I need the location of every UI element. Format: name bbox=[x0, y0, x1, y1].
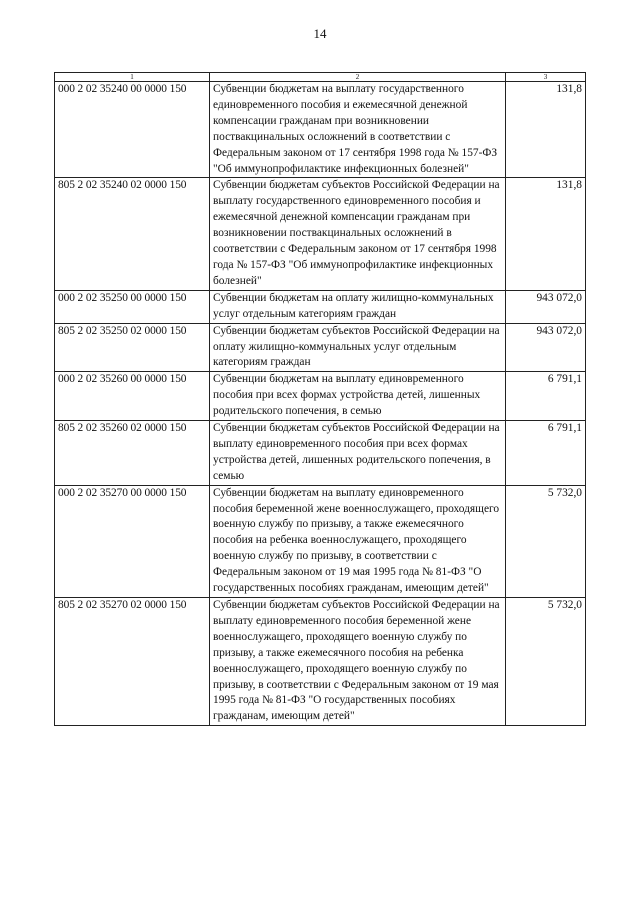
budget-item-name: Субвенции бюджетам субъектов Российской Федерации на выплату единовременного пособия беременной жене военнослужащего, проходящего военную службу по призыву, а также ежемесячного пособия на ребенка военнослужащего, проходящего военную службу по призыву, в соответствии с Федеральным законом от 19 мая 1995 года № 81-ФЗ "О государственных пособиях гражданам, имеющим детей" bbox=[210, 598, 506, 726]
budget-amount: 131,8 bbox=[506, 178, 586, 290]
budget-item-name: Субвенции бюджетам субъектов Российской Федерации на выплату государственного единовременного пособия и ежемесячной денежной компенсации гражданам при возникновении поствакцинальных осложнений в соответствии с Федеральным законом от 17 сентября 1998 года № 157-ФЗ "Об иммунопрофилактике инфекционных болезней" bbox=[210, 178, 506, 290]
page-number: 14 bbox=[313, 26, 327, 41]
table-row bbox=[55, 290, 586, 323]
budget-item-name: Субвенции бюджетам на выплату единовременного пособия беременной жене военнослужащего, проходящего военную службу по призыву, а также ежемесячного пособия на ребенка военнослужащего, проходящего военную службу по призыву, в соответствии с Федеральным законом от 19 мая 1995 года № 81-ФЗ "О государственных пособиях гражданам, имеющим детей" bbox=[210, 485, 506, 597]
header-col-2: 2 bbox=[210, 73, 506, 82]
table-header-row bbox=[55, 73, 586, 82]
budget-item-name: Субвенции бюджетам на выплату единовременного пособия при всех формах устройства детей, лишенных родительского попечения, в семью bbox=[210, 372, 506, 421]
budget-code: 805 2 02 35250 02 0000 150 bbox=[55, 323, 210, 372]
table-row bbox=[55, 323, 586, 372]
header-col-1: 1 bbox=[55, 73, 210, 82]
budget-item-name: Субвенции бюджетам субъектов Российской Федерации на выплату единовременного пособия при всех формах устройства детей, лишенных родительского попечения, в семью bbox=[210, 421, 506, 486]
table-row bbox=[55, 421, 586, 486]
budget-item-name: Субвенции бюджетам на оплату жилищно-коммунальных услуг отдельным категориям граждан bbox=[210, 290, 506, 323]
budget-amount: 131,8 bbox=[506, 82, 586, 178]
budget-code: 000 2 02 35270 00 0000 150 bbox=[55, 485, 210, 597]
table-row bbox=[55, 372, 586, 421]
budget-amount: 943 072,0 bbox=[506, 290, 586, 323]
table-row bbox=[55, 82, 586, 178]
table-row bbox=[55, 178, 586, 290]
header-col-3: 3 bbox=[506, 73, 586, 82]
budget-code: 000 2 02 35240 00 0000 150 bbox=[55, 82, 210, 178]
budget-code: 805 2 02 35260 02 0000 150 bbox=[55, 421, 210, 486]
budget-item-name: Субвенции бюджетам субъектов Российской Федерации на оплату жилищно-коммунальных услуг отдельным категориям граждан bbox=[210, 323, 506, 372]
budget-amount: 6 791,1 bbox=[506, 421, 586, 486]
budget-item-name: Субвенции бюджетам на выплату государственного единовременного пособия и ежемесячной денежной компенсации гражданам при возникновении поствакцинальных осложнений в соответствии с Федеральным законом от 17 сентября 1998 года № 157-ФЗ "Об иммунопрофилактике инфекционных болезней" bbox=[210, 82, 506, 178]
budget-code: 805 2 02 35240 02 0000 150 bbox=[55, 178, 210, 290]
budget-amount: 5 732,0 bbox=[506, 598, 586, 726]
budget-code: 000 2 02 35260 00 0000 150 bbox=[55, 372, 210, 421]
budget-amount: 5 732,0 bbox=[506, 485, 586, 597]
table-row bbox=[55, 485, 586, 597]
budget-code: 000 2 02 35250 00 0000 150 bbox=[55, 290, 210, 323]
budget-amount: 6 791,1 bbox=[506, 372, 586, 421]
budget-amount: 943 072,0 bbox=[506, 323, 586, 372]
budget-table bbox=[54, 72, 586, 726]
table-row bbox=[55, 598, 586, 726]
budget-code: 805 2 02 35270 02 0000 150 bbox=[55, 598, 210, 726]
